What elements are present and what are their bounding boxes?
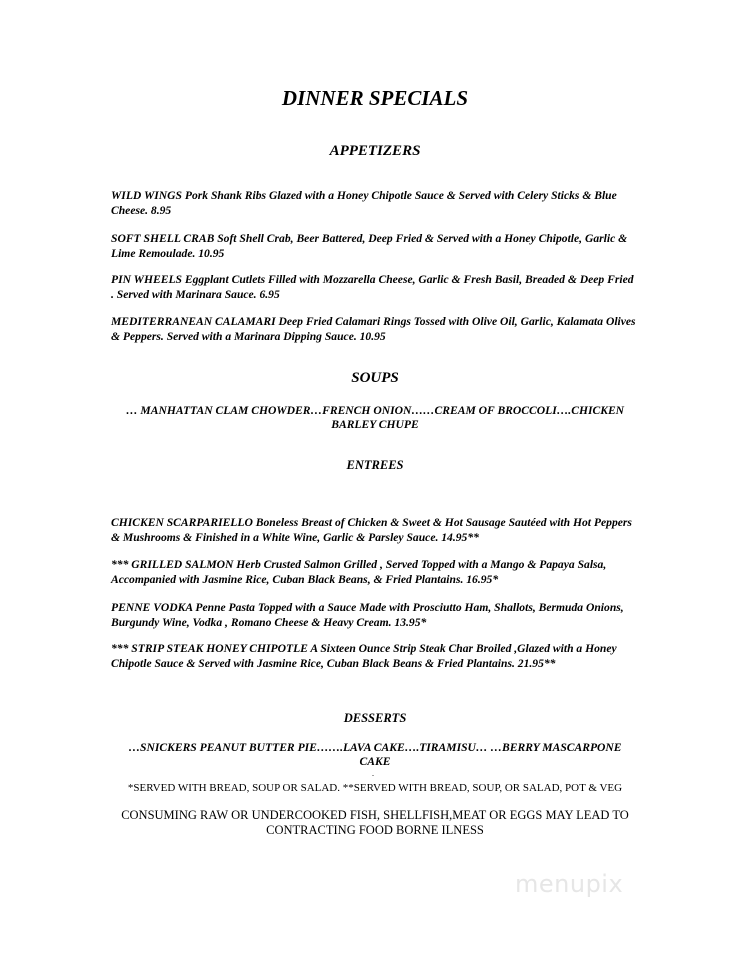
entrees-heading: ENTREES — [346, 458, 404, 472]
entree-item-grilled-salmon: *** GRILLED SALMON Herb Crusted Salmon Grilled , Served Topped with a Mango & Papaya Salsa, Accompanied with Jasmine Rice, Cuban Black Beans, & Fried Plantains. 16.95* — [111, 558, 607, 586]
soups-heading: SOUPS — [351, 370, 399, 386]
entree-item-penne-vodka: PENNE VODKA Penne Pasta Topped with a Sauce Made with Prosciutto Ham, Shallots, Bermuda Onions, Burgundy Wine, Vodka , Romano Cheese & Heavy Cream. 13.95* — [111, 601, 624, 629]
appetizers-heading: APPETIZERS — [329, 143, 421, 159]
menupix-watermark: menupix — [515, 870, 624, 898]
appetizer-item-wild-wings: WILD WINGS Pork Shank Ribs Glazed with a Honey Chipotle Sauce & Served with Celery Sticks & Blue Cheese. 8.95 — [111, 189, 617, 217]
raw-food-warning-line-2: CONTRACTING FOOD BORNE ILNESS — [266, 823, 484, 837]
soups-list-line-1: … MANHATTAN CLAM CHOWDER…FRENCH ONION……CREAM OF BROCCOLI….CHICKEN — [125, 404, 625, 417]
served-with-note: *SERVED WITH BREAD, SOUP OR SALAD. **SERVED WITH BREAD, SOUP, OR SALAD, POT & VEG — [127, 782, 623, 794]
desserts-list-line-1: …SNICKERS PEANUT BUTTER PIE…….LAVA CAKE….TIRAMISU… …BERRY MASCARPONE — [128, 741, 622, 754]
desserts-list-line-2: CAKE — [359, 755, 391, 768]
entree-item-strip-steak: *** STRIP STEAK HONEY CHIPOTLE A Sixteen Ounce Strip Steak Char Broiled ,Glazed with a Honey Chipotle Sauce & Served with Jasmine Rice, Cuban Black Beans & Fried Plantains. 21.95** — [111, 642, 617, 670]
appetizer-item-calamari: MEDITERRANEAN CALAMARI Deep Fried Calamari Rings Tossed with Olive Oil, Garlic, Kalamata Olives & Peppers. Served with a Marinara Dipping Sauce. 10.95 — [111, 315, 636, 343]
stray-dot: . — [372, 769, 374, 778]
raw-food-warning-line-1: CONSUMING RAW OR UNDERCOOKED FISH, SHELLFISH,MEAT OR EGGS MAY LEAD TO — [121, 808, 629, 822]
soups-list-line-2: BARLEY CHUPE — [331, 418, 419, 431]
page-title: DINNER SPECIALS — [281, 86, 469, 110]
appetizer-item-soft-shell-crab: SOFT SHELL CRAB Soft Shell Crab, Beer Battered, Deep Fried & Served with a Honey Chipotle, Garlic & Lime Remoulade. 10.95 — [111, 232, 628, 260]
entree-item-chicken-scarpariello: CHICKEN SCARPARIELLO Boneless Breast of Chicken & Sweet & Hot Sausage Sautéed with Hot Peppers & Mushrooms & Finished in a White Wine, Garlic & Parsley Sauce. 14.95** — [111, 516, 632, 544]
appetizer-item-pin-wheels: PIN WHEELS Eggplant Cutlets Filled with Mozzarella Cheese, Garlic & Fresh Basil, Breaded & Deep Fried . Served with Marinara Sauce. 6.95 — [111, 273, 634, 301]
desserts-heading: DESSERTS — [343, 711, 407, 725]
